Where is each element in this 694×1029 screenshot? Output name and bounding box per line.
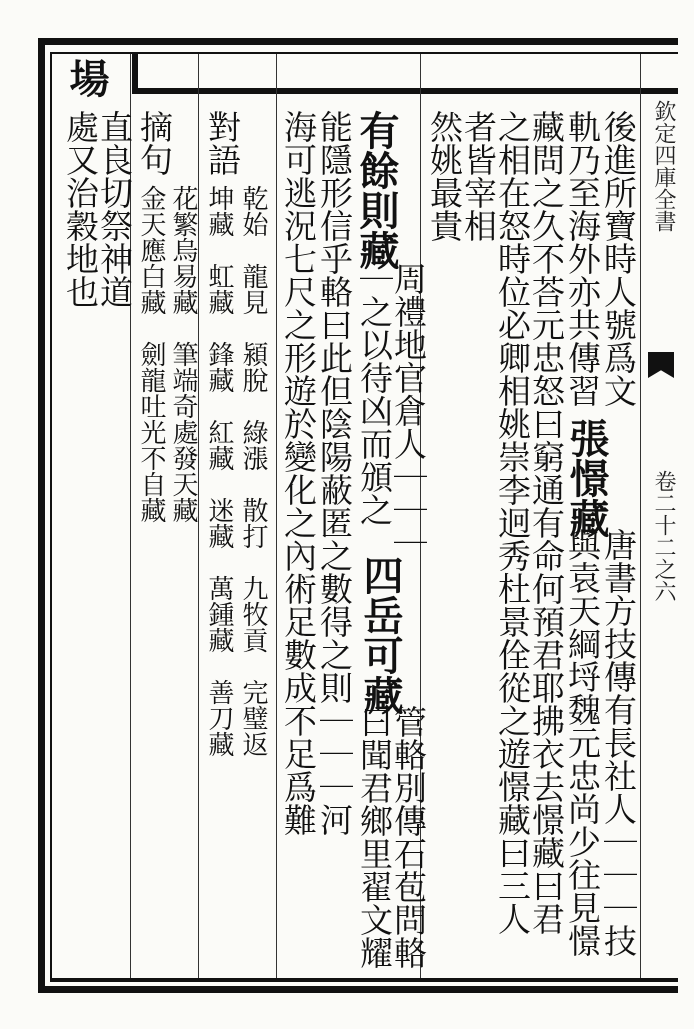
text-column: 然姚最貴	[425, 110, 464, 242]
text-column: 對語	[203, 110, 242, 176]
text-column: 摘句	[135, 110, 174, 176]
text-column: 周禮地官倉人｜｜｜	[389, 262, 428, 559]
text-column: 管輅別傳石苞問輅	[389, 705, 428, 969]
text-column: 藏問之久不荅元忠怒曰窮通有命何預君耶拂衣去憬藏曰君	[527, 110, 566, 935]
text-column: 後進所寶時人號爲文	[599, 110, 638, 407]
text-column: 曰聞君鄉里翟文耀	[355, 705, 394, 969]
text-column: 之相在怒時位必卿相姚崇李迥秀杜景佺從之遊憬藏曰三人	[493, 110, 532, 935]
spine-header: 欽定四庫全書	[651, 100, 676, 232]
text-column: 與袁天綱埒魏元忠尚少往見憬	[563, 528, 602, 957]
text-column: 處又治穀地也	[61, 110, 100, 308]
spine-volume: 卷二十二之六	[651, 470, 676, 602]
text-column: 海可逃況七尺之形遊於變化之內術足數成不足爲難	[279, 110, 318, 836]
text-column: 軌乃至海外亦共傳習	[563, 110, 602, 407]
top-bar	[132, 88, 678, 94]
spine-rule	[640, 54, 641, 979]
column-rule	[276, 54, 277, 979]
text-column: 張憬藏	[563, 418, 610, 538]
text-column: 四岳可藏	[357, 555, 404, 715]
text-column: 有餘則藏	[353, 110, 400, 270]
text-column: 唐書方技傳有長社人｜｜｜技	[599, 528, 638, 957]
text-column: 場	[63, 58, 110, 98]
text-column: 金天應白藏 劍龍吐光不自藏	[136, 185, 166, 523]
text-column: 花繁烏易藏 筆端奇處發天藏	[168, 185, 198, 523]
text-column: 乾始 龍見 潁脫 綠漲 散打 九牧貢 完璧返	[238, 185, 268, 757]
text-column: 坤藏 虹藏 鋒藏 紅藏 迷藏 萬鍾藏 善刀藏	[204, 185, 234, 757]
text-column: 直良切祭神道	[95, 110, 134, 308]
text-column: 能隱形信乎輅曰此但陰陽蔽匿之數得之則｜｜｜河	[315, 110, 354, 836]
top-bar-corner	[132, 54, 138, 94]
bottom-rule	[50, 978, 678, 980]
text-column: ｜之以待凶而頒之	[355, 262, 394, 526]
text-column: 者皆宰相	[459, 110, 498, 242]
column-rule	[198, 54, 199, 979]
